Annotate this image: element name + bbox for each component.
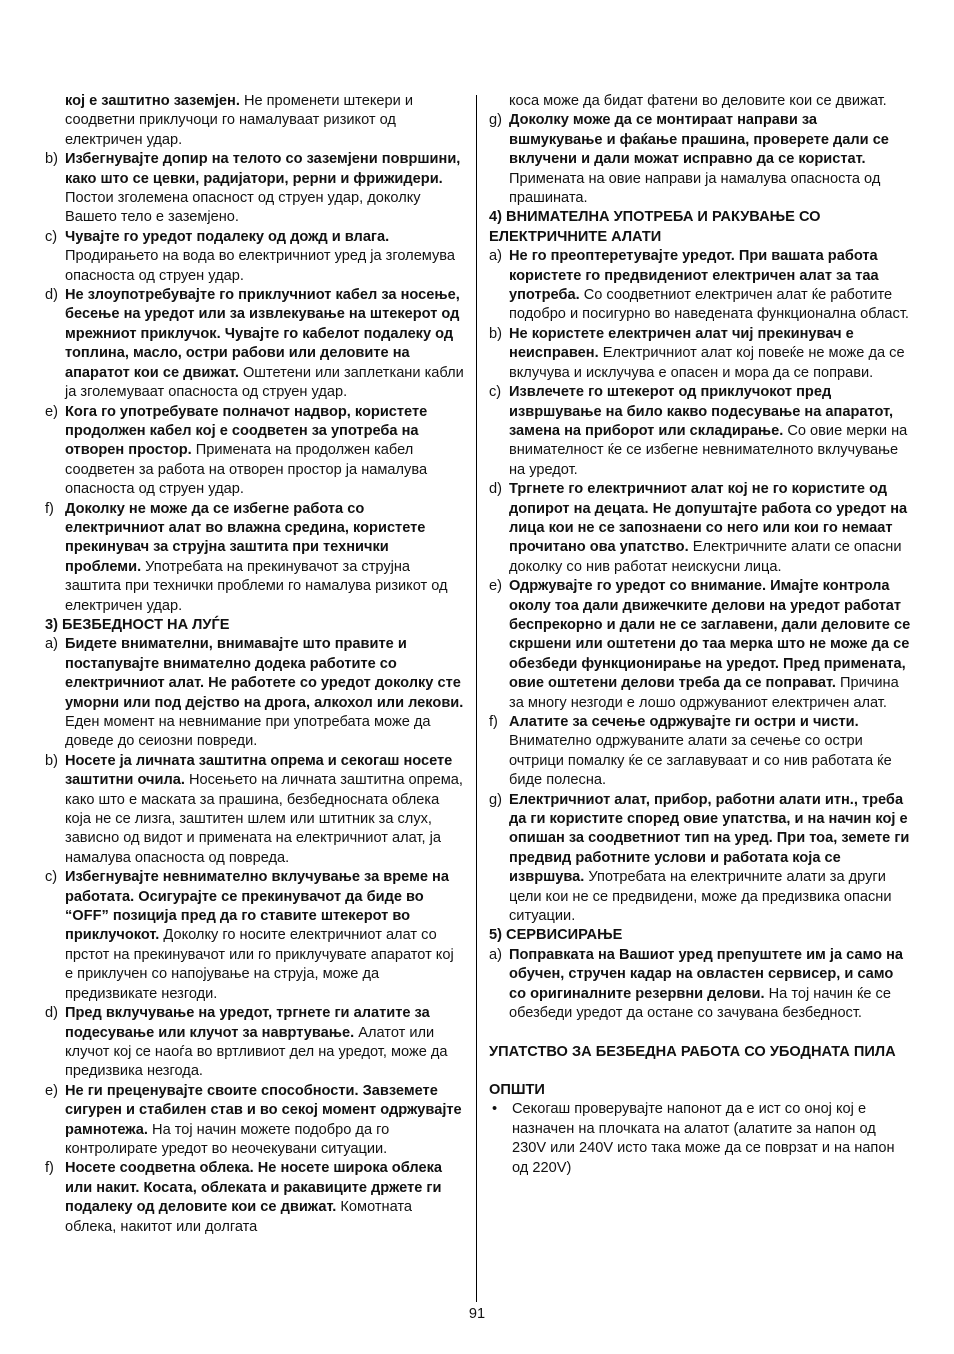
list-item-label: b) [45,151,58,168]
list-item-text: Доколку може да се монтираат направи за вшмукување и фаќање прашина, проверете дали се вклучени и дали можат исправно да се користат. Примената на овие направи ја намалува опасноста од прашината. [509,112,889,207]
right-column [489,92,911,1178]
list-item-label: g) [489,112,502,129]
list-item-label: c) [489,384,502,401]
list-item-text: Избегнувајте допир на телото со заземјени површини, како што се цевки, радијатори, рерни и фрижидери. Постои зголемена опасност од струен удар, доколку Вашето тело е заземјено. [65,151,461,226]
list-item-text: Носете соодветна облека. Не носете широка облека или накит. Косата, облеката и ракавиците држете ги подалеку од деловите кои се движат. Комотната облека, накитот или долгата [65,1160,442,1235]
list-item-text: Поправката на Вашиот уред препуштете им ја само на обучен, стручен кадар на овластен сервисер, и само со оригиналните резервни делови. На тој начин ќе се обезбеди уредот да остане со зачувана безбедност. [509,946,904,1022]
general-bullet-list [489,1100,911,1178]
list-item [45,1082,465,1160]
paragraph-continuation: коса може да бидат фатени во деловите кои се движат. [509,93,887,109]
list-item-label: c) [45,869,58,886]
list-item-text: Бидете внимателни, внимавајте што правите и постапувајте внимателно додека работите со електричниот алат. Не работете со уредот доколку сте уморни или под дејство на дрога, алкохол или лекови. Еден момент на невнимание при употребата може да доведе до сеиозни повреди. [65,636,464,750]
list-item-text: Не злоупотребувајте го приклучниот кабел за носење, бесење на уредот или за извлекување на штекерот од мрежниот приклучок. Чувајте го кабелот подалеку од топлина, масло, остри рабови или деловите на апаратот кои се движат. Оштетени или заплеткани кабли ја зголемуваат опасноста од струен удар. [65,287,464,401]
spacer [489,1024,911,1043]
list-item-text: Извлечете го штекерот од приклучокот пред извршување на било какво подесување на апаратот, замена на приборот или складирање. Со овие мерки на внимателност ќе се избегне невнимателното вклучување на уредот. [509,384,908,478]
list-item-text: Носете ја личната заштитна опрема и секогаш носете заштитни очила. Носењето на личната заштитна опрема, како што е маската за прашина, безбедносната облека која не се лизга, заштитен шлем или штитник за слух, зависно од видот и примената на електричниот алат, ја намалува опасноста од повреда. [65,752,463,866]
electrical-safety-list [45,150,465,616]
list-item-text: Не користете електричен алат чиј прекинувач е неисправен. Електричниот алат кој повеќе не може да се вклучува и исклучува е опасен и мора да се поправи. [509,325,905,381]
list-item [45,403,465,500]
column-divider [476,95,477,1302]
list-item [489,111,911,208]
list-item-text: Секогаш проверувајте напонот да е ист со оној кој е назначен на плочката на алатот (алатите за напон од 230V или 240V исто така може да се поврзат и на напон од 220V) [512,1101,895,1176]
list-item-label: a) [45,636,58,653]
list-item-label: b) [45,752,58,769]
list-item-text: Алатите за сечење одржувајте ги остри и чисти. Внимателно одржуваните алати за сечење со остри очтрици помалку ќе се заглавуваат и со нив работата ќе биде полесна. [509,714,892,789]
tools-safety-list [489,247,911,926]
list-item [45,286,465,402]
list-item [489,577,911,713]
list-item [45,150,465,228]
list-item-text: Не ги преценувајте своите способности. Завземете сигурен и стабилен став и во секој момент одржувајте рамнотежа. На тој начин можете подобро да го контролирате уредот во неочекувани ситуации. [65,1082,462,1157]
list-item [489,946,911,1024]
list-item-label: d) [45,1005,58,1022]
list-item-label: e) [45,403,58,420]
section-heading-service: 5) СЕРВИСИРАЊЕ [489,927,623,944]
list-item [489,480,911,577]
list-item [489,247,911,325]
list-item-label: a) [489,248,502,265]
list-item-label: d) [489,481,502,498]
list-item-label: f) [45,500,54,517]
list-item-label: d) [45,287,58,304]
list-item [45,1004,465,1082]
list-item [45,1159,465,1237]
list-item-text: Не го преоптеретувајте уредот. При вашата работа користете го предвидениот електричен алат за таа употреба. Со соодветниот електричен алат ќе работите подобро и посигурно во наведената функционална област. [509,248,909,323]
list-item-text: Доколку не може да се избегне работа со електричниот алат во влажна средина, користете прекинувач за струјна заштита при технички проблеми. Употребата на прекинувачот за струјна заштита при технички проблеми го намалува ризикот од електричен удар. [65,500,448,614]
list-item-label: e) [489,578,502,595]
list-item [489,383,911,480]
list-item-text: Електричниот алат, прибор, работни алати итн., треба да ги користите според овие упатства, и на начин кој е опишан за соодветниот тип на уред. При тоа, земете ги предвид работните услови и работата која се извршува. Употребата на електричните алати за други цели кои не се предвидени, може да предизвика опасни ситуации. [509,791,910,925]
list-item-label: • [492,1101,498,1118]
list-item [489,325,911,383]
list-item-text: Одржувајте го уредот со внимание. Имајте контрола околу тоа дали движечките делови на уредот работат беспрекорно и дали не се заглавени, дали деловите се скршени или оштетени до таа мерка што не може да се обезбеди функционирање на уредот. Пред примената, овие оштетени делови треба да се поправат. Причина за многу незгоди е лошо одржуваниот електричен алат. [509,578,911,711]
list-item-text: Чувајте го уредот подалеку од дожд и влага. Продирањето на вода во електричниот уред ја зголемува опасноста од струен удар. [65,228,456,284]
list-item-text: Избегнувајте невнимателно вклучување за време на работата. Осигурајте се прекинувачот да биде во “OFF” позиција пред да го ставите штекерот во приклучокот. Доколку го носите електричниот алат со прстот на прекинувачот или го приклучувате апаратот кој е приклучен со напојување на струја, може да предизвикате незгоди. [65,869,454,1002]
list-item-label: f) [489,714,498,730]
section-heading-jigsaw: УПАТСТВО ЗА БЕЗБЕДНА РАБОТА СО УБОДНАТА ПИЛА [489,1043,896,1060]
list-item-label: c) [45,228,58,245]
list-item-text: Тргнете го електричниот алат кој не го користите од допирот на децата. Не допуштајте работа со уредот на лица кои не се запознаени со него или кои го немаат прочитано ова упатство. Електричните алати се опасни доколку со нив работат неискусни лица. [509,481,908,575]
list-item-label: g) [489,791,502,808]
list-item [489,713,911,791]
list-item [45,868,465,1004]
spacer [489,1062,911,1081]
list-item-label: f) [45,1160,54,1177]
list-item [45,635,465,751]
list-item-label: a) [489,946,502,963]
list-item-text: Пред вклучување на уредот, тргнете ги алатите за подесување или клучот за навртување. Алатот или клучот кој се наоѓа во вртливиот дел на уредот, може да предизвика незгода. [65,1005,448,1080]
left-column [45,92,465,1237]
list-item-text: Кога го употребувате полначот надвор, користете продолжен кабел кој е соодветен за употреба на отворен простор. Примената на продолжен кабел соодветен за работа на отворен простор ја намалува опасноста од струен удар. [65,403,428,498]
page-number: 91 [468,1306,486,1322]
section-heading-general: ОПШТИ [489,1081,545,1098]
list-item [489,791,911,927]
list-item [45,500,465,616]
service-list [489,946,911,1024]
people-safety-list [45,635,465,1237]
list-item-label: b) [489,325,502,342]
list-item-label: e) [45,1082,58,1099]
paragraph-continuation: кој е заштитно заземјен. Не променети штекери и соодветни приклучоци го намалуваат ризикот од електричен удар. [65,93,414,148]
list-item [45,228,465,286]
section-heading-tools: 4) ВНИМАТЕЛНА УПОТРЕБА И РАКУВАЊЕ СО ЕЛЕКТРИЧНИТЕ АЛАТИ [489,209,821,245]
section-heading-people: 3) БЕЗБЕДНОСТ НА ЛУЃЕ [45,616,230,633]
list-item [489,1100,911,1178]
list-item [45,752,465,868]
